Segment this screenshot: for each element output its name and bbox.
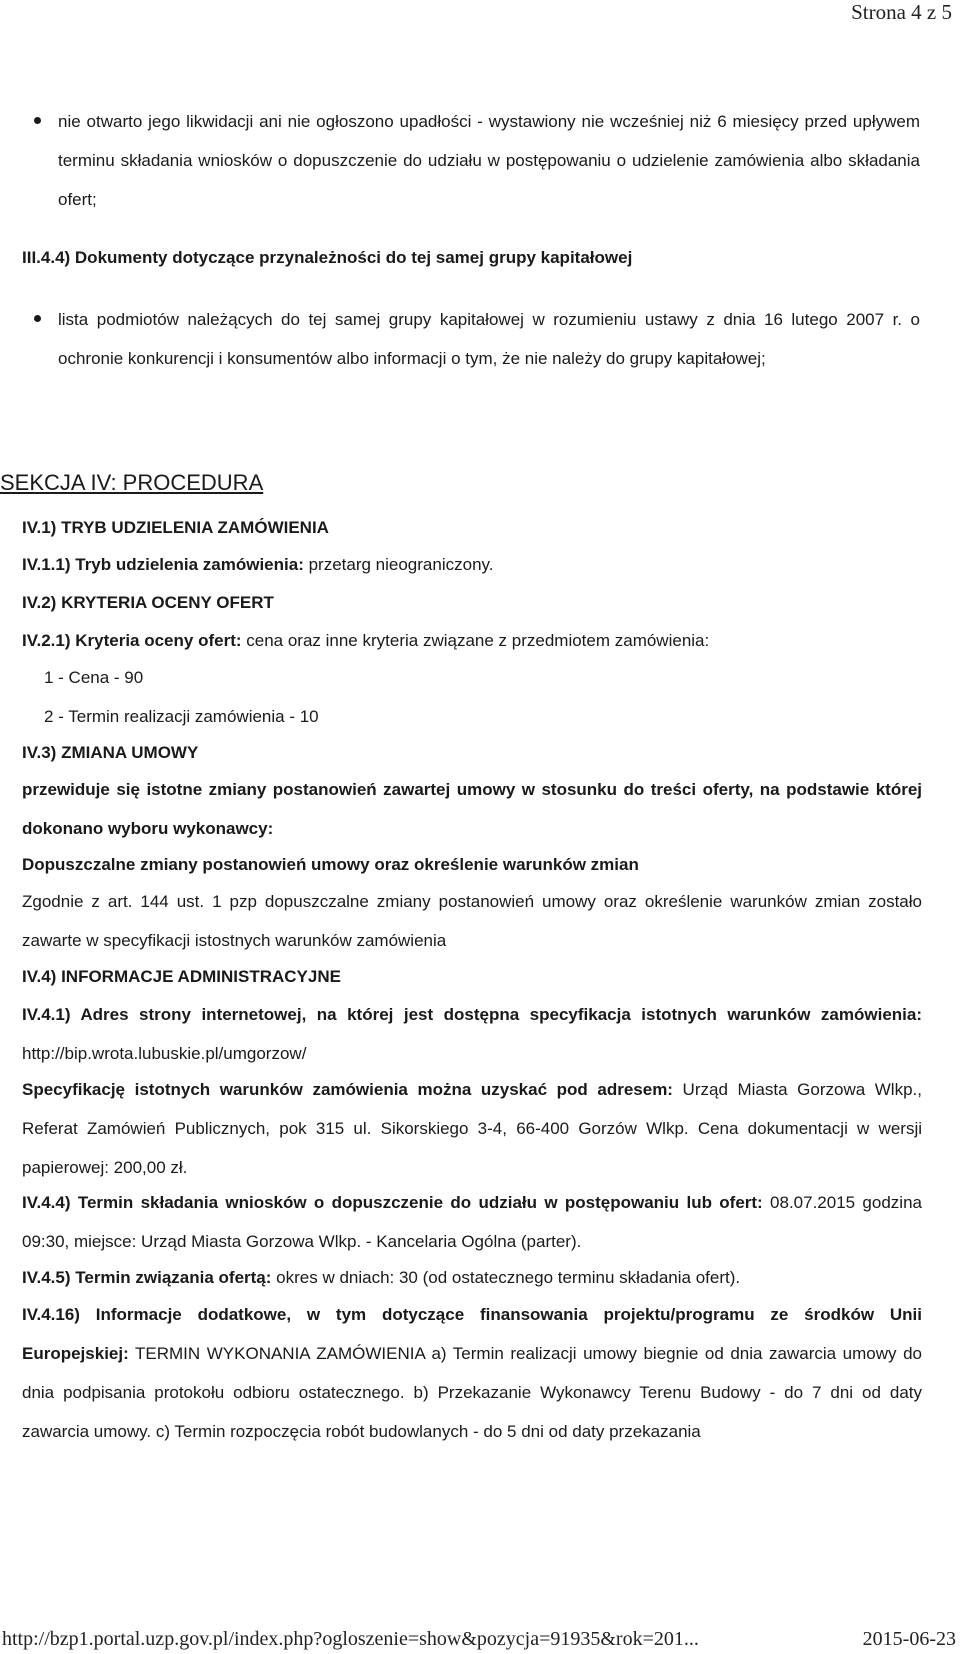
iv4-16-value: TERMIN WYKONANIA ZAMÓWIENIA a) Termin realizacji umowy biegnie od dnia zawarcia umowy do dnia podpisania protokołu odbioru ostatecznego. b) Przekazanie Wykonawcy Terenu Budowy - do 7 dni od daty zawarcia umowy. c) Termin rozpoczęcia robót budowlanych - do 5 dni od daty przekazania — [22, 1344, 922, 1441]
iv4-1-paragraph — [22, 995, 922, 1073]
iv3-plain-text: Zgodnie z art. 144 ust. 1 pzp dopuszczalne zmiany postanowień umowy oraz określenie warunków zmian zostało zawarte w specyfikacji istostnych warunków zamówienia — [22, 892, 922, 950]
iv2-1-label: IV.2.1) Kryteria oceny ofert: — [22, 631, 242, 650]
iv4-5-value: okres w dniach: 30 (od ostatecznego terminu składania ofert). — [271, 1268, 741, 1287]
iv4-5-paragraph — [22, 1258, 922, 1297]
iv2-heading: IV.2) KRYTERIA OCENY OFERT — [22, 593, 274, 612]
iv2-1-paragraph — [22, 621, 922, 660]
iv3-bold-text: przewiduje się istotne zmiany postanowień zawartej umowy w stosunku do treści oferty, na podstawie której dokonano wyboru wykonawcy: — [22, 780, 922, 838]
footer-date: 2015-06-23 — [862, 1628, 956, 1650]
iv4-4-label: IV.4.4) Termin składania wniosków o dopuszczenie do udziału w postępowaniu lub ofert: — [22, 1193, 763, 1212]
iv4-1-value: http://bip.wrota.lubuskie.pl/umgorzow/ — [22, 1044, 307, 1063]
section-heading-iii-4-4: III.4.4) Dokumenty dotyczące przynależności do tej samej grupy kapitałowej — [22, 248, 633, 267]
section-title: SEKCJA IV: PROCEDURA — [0, 470, 264, 495]
list-item — [30, 102, 920, 219]
iv4-16-label: IV.4.16) Informacje dodatkowe, w tym dotyczące finansowania projektu/programu ze środków Unii Europejskiej: — [22, 1305, 922, 1363]
list-item-text: nie otwarto jego likwidacji ani nie ogłoszono upadłości - wystawiony nie wcześniej niż 6 miesięcy przed upływem terminu składania wniosków o dopuszczenie do udziału w postępowaniu o udzielenie zamówienia albo składania ofert; — [58, 112, 920, 209]
iv1-1-value: przetarg nieograniczony. — [303, 555, 494, 574]
page-number: Strona 4 z 5 — [851, 0, 952, 24]
iv4-4-value: 08.07.2015 godzina 09:30, miejsce: Urząd Miasta Gorzowa Wlkp. - Kancelaria Ogólna (parter). — [22, 1193, 922, 1251]
iv3-bold-line2: Dopuszczalne zmiany postanowień umowy oraz określenie warunków zmian — [22, 855, 639, 874]
criterion-2: 2 - Termin realizacji zamówienia - 10 — [44, 707, 319, 726]
list-item-text: lista podmiotów należących do tej samej grupy kapitałowej w rozumieniu ustawy z dnia 16 lutego 2007 r. o ochronie konkurencji i konsumentów albo informacji o tym, że nie należy do grupy kapitałowej; — [58, 310, 920, 368]
iv1-1-label: IV.1.1) Tryb udzielenia zamówienia: — [22, 555, 304, 574]
iv4-1-label: IV.4.1) Adres strony internetowej, na której jest dostępna specyfikacja istotnych warunków zamówienia: — [22, 1005, 922, 1024]
siwz-value: Urząd Miasta Gorzowa Wlkp., Referat Zamówień Publicznych, pok 315 ul. Sikorskiego 3-4, 66-400 Gorzów Wlkp. Cena dokumentacji w wersji papierowej: 200,00 zł. — [22, 1080, 922, 1177]
footer-url: http://bzp1.portal.uzp.gov.pl/index.php?ogloszenie=show&pozycja=91935&rok=201... — [2, 1628, 699, 1650]
iv4-heading: IV.4) INFORMACJE ADMINISTRACYJNE — [22, 967, 341, 986]
iv1-heading: IV.1) TRYB UDZIELENIA ZAMÓWIENIA — [22, 518, 329, 537]
siwz-label: Specyfikację istotnych warunków zamówienia można uzyskać pod adresem: — [22, 1080, 673, 1099]
iv2-1-value: cena oraz inne kryteria związane z przedmiotem zamówienia: — [241, 631, 710, 650]
iv1-1-paragraph — [22, 545, 922, 584]
iv3-heading: IV.3) ZMIANA UMOWY — [22, 743, 199, 762]
iv4-16-paragraph — [22, 1295, 922, 1451]
criterion-1: 1 - Cena - 90 — [44, 668, 144, 687]
iv4-5-label: IV.4.5) Termin związania ofertą: — [22, 1268, 272, 1287]
list-item — [30, 300, 920, 378]
iv4-4-paragraph — [22, 1183, 922, 1261]
siwz-paragraph — [22, 1070, 922, 1187]
